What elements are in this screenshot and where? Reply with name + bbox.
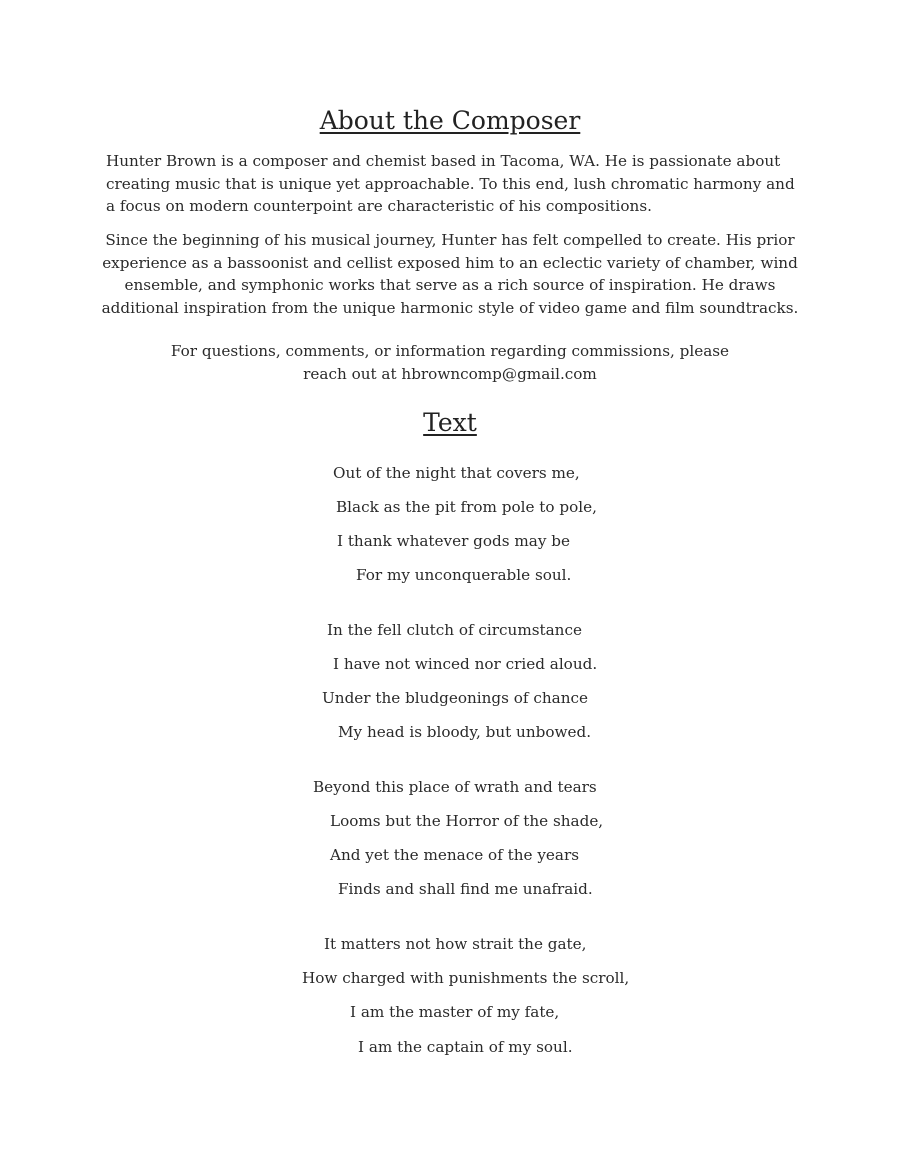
poem-line: And yet the menace of the years [330,846,580,864]
poem-line: Beyond this place of wrath and tears [313,778,597,796]
poem-line: It matters not how strait the gate, [324,935,587,953]
poem-line: Out of the night that covers me, [333,464,580,482]
poem-line: For my unconquerable soul. [356,566,572,584]
composer-inspiration-paragraph: Since the beginning of his musical journey, Hunter has felt compelled to create. His prior experience as a bassoonist and cellist exposed him to an eclectic variety of chamber, wind ensemble, and symphonic works that serve as a rich source of inspiration. He draws additional inspiration from the unique harmonic style of video game and film soundtracks. [101,231,799,317]
poem-line: My head is bloody, but unbowed. [338,723,592,741]
contact-paragraph: For questions, comments, or information regarding commissions, please reach out at hbrowncomp@gmail.com [170,342,730,383]
poem-line: I have not winced nor cried aloud. [333,655,598,673]
poem-line: I thank whatever gods may be [337,532,570,550]
text-heading: Text [423,408,477,437]
poem-line: How charged with punishments the scroll, [302,969,630,987]
poem-line: I am the captain of my soul. [358,1038,573,1056]
poem-line: In the fell clutch of circumstance [327,621,582,639]
composer-bio-paragraph: Hunter Brown is a composer and chemist based in Tacoma, WA. He is passionate about creating music that is unique yet approachable. To this end, lush chromatic harmony and a focus on modern counterpoint are characteristic of his compositions. [106,152,795,215]
poem-line: Looms but the Horror of the shade, [330,812,604,830]
poem-line: Black as the pit from pole to pole, [336,498,597,516]
poem-line: Finds and shall find me unafraid. [338,880,593,898]
about-composer-heading: About the Composer [319,106,581,135]
poem-line: I am the master of my fate, [350,1003,560,1021]
poem-line: Under the bludgeonings of chance [322,689,588,707]
